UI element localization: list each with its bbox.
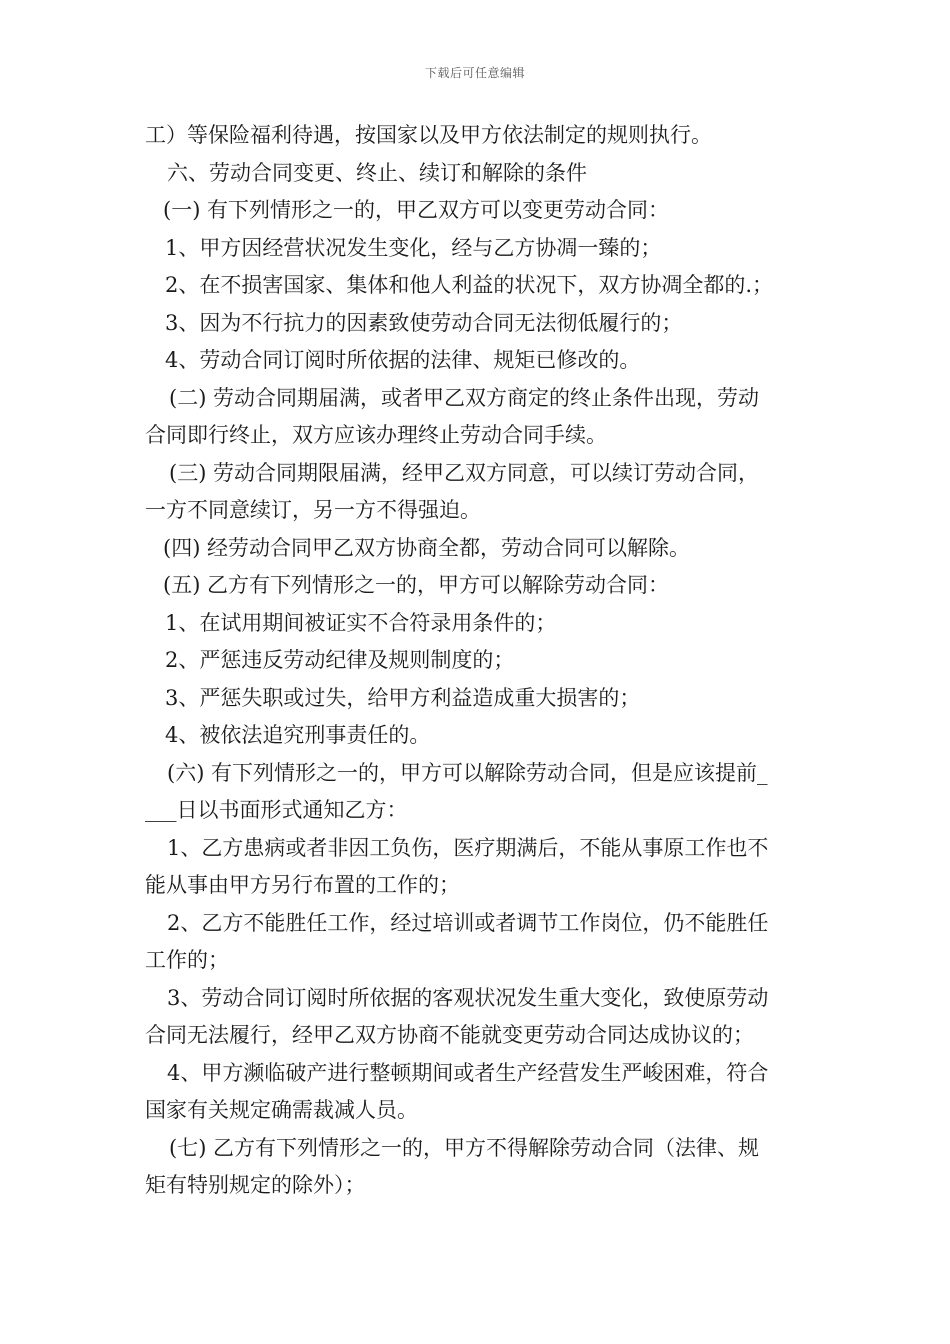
text-line: (四) 经劳动合同甲乙双方协商全都，劳动合同可以解除。: [163, 535, 691, 560]
text-line: 工）等保险福利待遇，按国家以及甲方依法制定的规则执行。: [145, 123, 712, 147]
text-line: 3、严惩失职或过失，给甲方利益造成重大损害的；: [165, 685, 641, 710]
text-line: 合同即行终止，双方应该办理终止劳动合同手续。: [145, 423, 607, 447]
text-line: 2、在不损害国家、集体和他人利益的状况下，双方协凋全都的.；: [165, 273, 774, 297]
text-line: 4、甲方濒临破产进行整顿期间或者生产经营发生严峻困难，符合: [167, 1060, 769, 1085]
text-line: (五) 乙方有下列情形之一的，甲方可以解除劳动合同：: [163, 573, 670, 597]
text-line: (七) 乙方有下列情形之一的，甲方不得解除劳动合同（法律、规: [169, 1135, 760, 1160]
text-line: 4、被依法追究刑事责任的。: [165, 723, 431, 747]
text-line: 1、甲方因经营状况发生变化，经与乙方协凋一臻的；: [165, 235, 662, 260]
text-line: 合同无法履行，经甲乙双方协商不能就变更劳动合同达成协议的；: [145, 1023, 754, 1047]
text-line: (三) 劳动合同期限届满，经甲乙双方同意，可以续订劳动合同，: [169, 460, 760, 485]
text-line: 2、乙方不能胜任工作，经过培训或者调节工作岗位，仍不能胜任: [167, 910, 769, 935]
document-body: [145, 117, 810, 1205]
text-line: 4、劳动合同订阅时所依据的法律、规矩已修改的。: [165, 348, 641, 372]
text-line: (二) 劳动合同期届满，或者甲乙双方商定的终止条件出现，劳动: [169, 385, 760, 410]
text-line: 能从事由甲方另行布置的工作的；: [145, 873, 460, 897]
text-line: 工作的；: [145, 948, 229, 972]
text-line: 1、在试用期间被证实不合符录用条件的；: [165, 610, 557, 635]
text-line: 1、乙方患病或者非因工负伤，医疗期满后，不能从事原工作也不: [167, 835, 769, 860]
text-line: (一) 有下列情形之一的，甲乙双方可以变更劳动合同：: [163, 198, 670, 222]
text-line: 一方不同意续订，另一方不得强迫。: [145, 498, 481, 522]
text-line: (六) 有下列情形之一的，甲方可以解除劳动合同，但是应该提前_: [167, 760, 768, 785]
text-line: 3、劳动合同订阅时所依据的客观状况发生重大变化，致使原劳动: [167, 985, 769, 1010]
text-line: 六、劳动合同变更、终止、续订和解除的条件: [167, 160, 587, 185]
text-line: 3、因为不行抗力的因素致使劳动合同无法彻低履行的；: [165, 310, 683, 335]
text-line: ___日以书面形式通知乙方：: [145, 798, 408, 822]
text-line: 2、严惩违反劳动纪律及规则制度的；: [165, 648, 515, 672]
text-line: 国家有关规定确需裁减人员。: [145, 1098, 418, 1122]
text-line: 矩有特别规定的除外）；: [145, 1173, 366, 1197]
page-header: 下载后可任意编辑: [424, 66, 525, 80]
